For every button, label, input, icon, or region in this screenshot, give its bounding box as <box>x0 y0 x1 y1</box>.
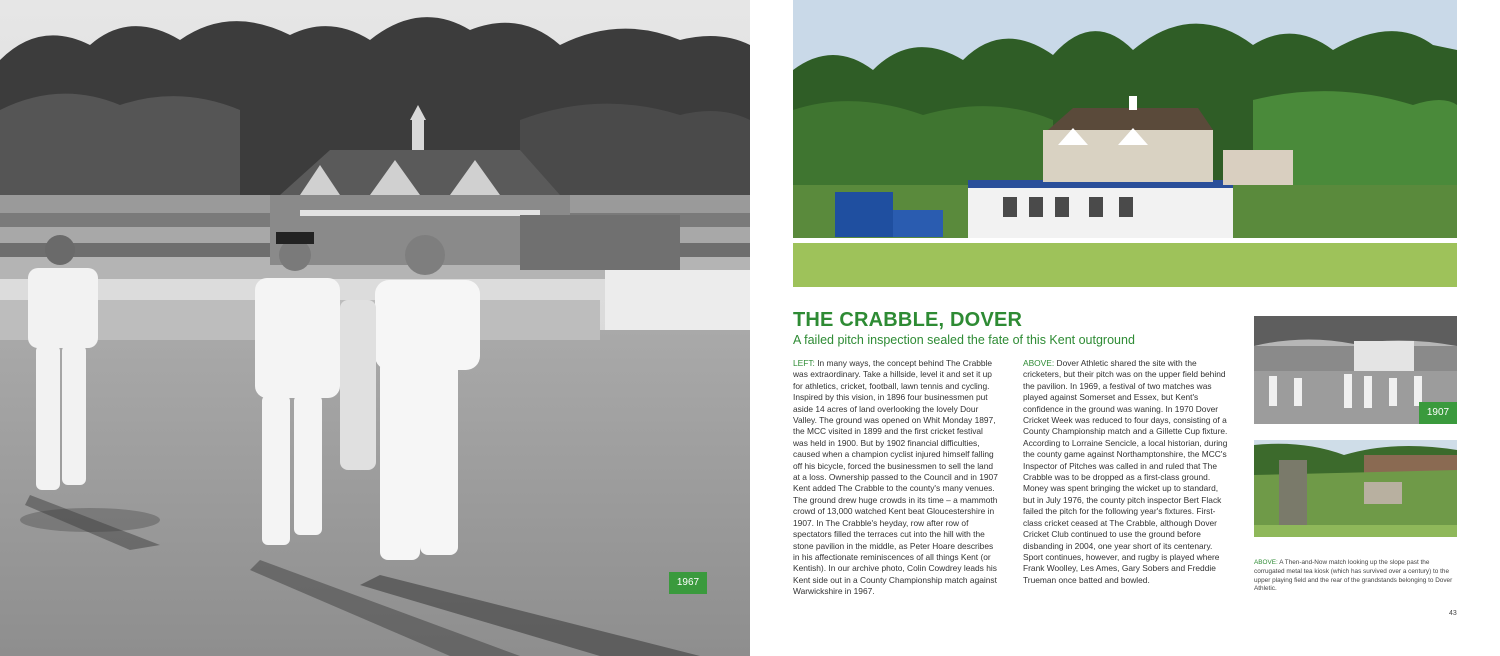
modern-photo-illustration <box>793 0 1457 287</box>
inset-caption <box>1254 559 1459 594</box>
caption-lead: ABOVE: <box>1254 559 1278 566</box>
article-subtitle: A failed pitch inspection sealed the fate of this Kent outground <box>793 333 1135 347</box>
column-lead: ABOVE: <box>1023 358 1055 368</box>
inset-photo-now <box>1254 440 1457 537</box>
column-text: Dover Athletic shared the site with the cricketers, but their pitch was on the upper field behind the pavilion. In 1969, a festival of two matches was played against Somerset and Essex, but Kent's confidence in the ground was waning. In 1970 Dover Cricket Week was reduced to four days, consisting of a County Championship match and a Gillette Cup fixture. According to Lorraine Sencicle, a local historian, during the county game against Northamptonshire, the MCC's Inspector of Pitches was called in and ruled that The Crabble was to be dropped as a first-class ground. Money was spent bringing the wicket up to standard, but in July 1976, the county pitch inspector Bert Flack failed the pitch for the following year's fixtures. First-class cricket ceased at The Crabble, although Dover Cricket Club continued to use the ground before disbanding in 2004, one year short of its centenary. Sport continues, however, and rugby is played where Frank Woolley, Les Ames, Gary Sobers and Freddie Trueman once batted and bowled. <box>1023 358 1228 585</box>
page-number: 43 <box>1449 610 1457 617</box>
inset-photo-year-tag: 1907 <box>1419 402 1457 424</box>
column-lead: LEFT: <box>793 358 815 368</box>
page-gutter <box>750 0 794 656</box>
modern-pavilion-photo <box>793 0 1457 287</box>
column-text: In many ways, the concept behind The Crabble was extraordinary. Take a hillside, level it and set it up for athletics, cricket, football, lawn tennis and cycling. Inspired by this vision, in 1896 four businessmen put aside 14 acres of land overlooking the lovely Dour Valley. The ground was opened on Whit Monday 1897, the MCC visited in 1899 and the first cricket festival was held in 1900. But by 1902 financial difficulties, caused when a champion cyclist injured himself falling off his bicycle, forced the businessmen to sell the land at a loss. Ownership passed to the Council and in 1907 Kent added The Crabble to the county's many venues. The ground drew huge crowds in its time – a mammoth crowd of 13,000 watched Kent beat Gloucestershire in 1907. In The Crabble's heyday, row after row of spectators filled the terraces cut into the hill with the stone pavilion in the middle, as Peter Hoare describes in his affectionate reminiscences of all things Kent (or Kentish). In our archive photo, Colin Cowdrey leads his Kent side out in a County Championship match against Warwickshire in 1967. <box>793 358 998 597</box>
article-title: THE CRABBLE, DOVER <box>793 309 1023 331</box>
photo-year-tag: 1967 <box>669 572 707 594</box>
body-column-left <box>793 358 998 598</box>
caption-text: A Then-and-Now match looking up the slope past the corrugated metal tea kiosk (which has survived over a century) to the upper playing field and the rear of the grandstands belonging to Dover Athletic. <box>1254 559 1453 593</box>
inset-photo-now-illustration <box>1254 440 1457 537</box>
body-column-right <box>1023 358 1228 586</box>
